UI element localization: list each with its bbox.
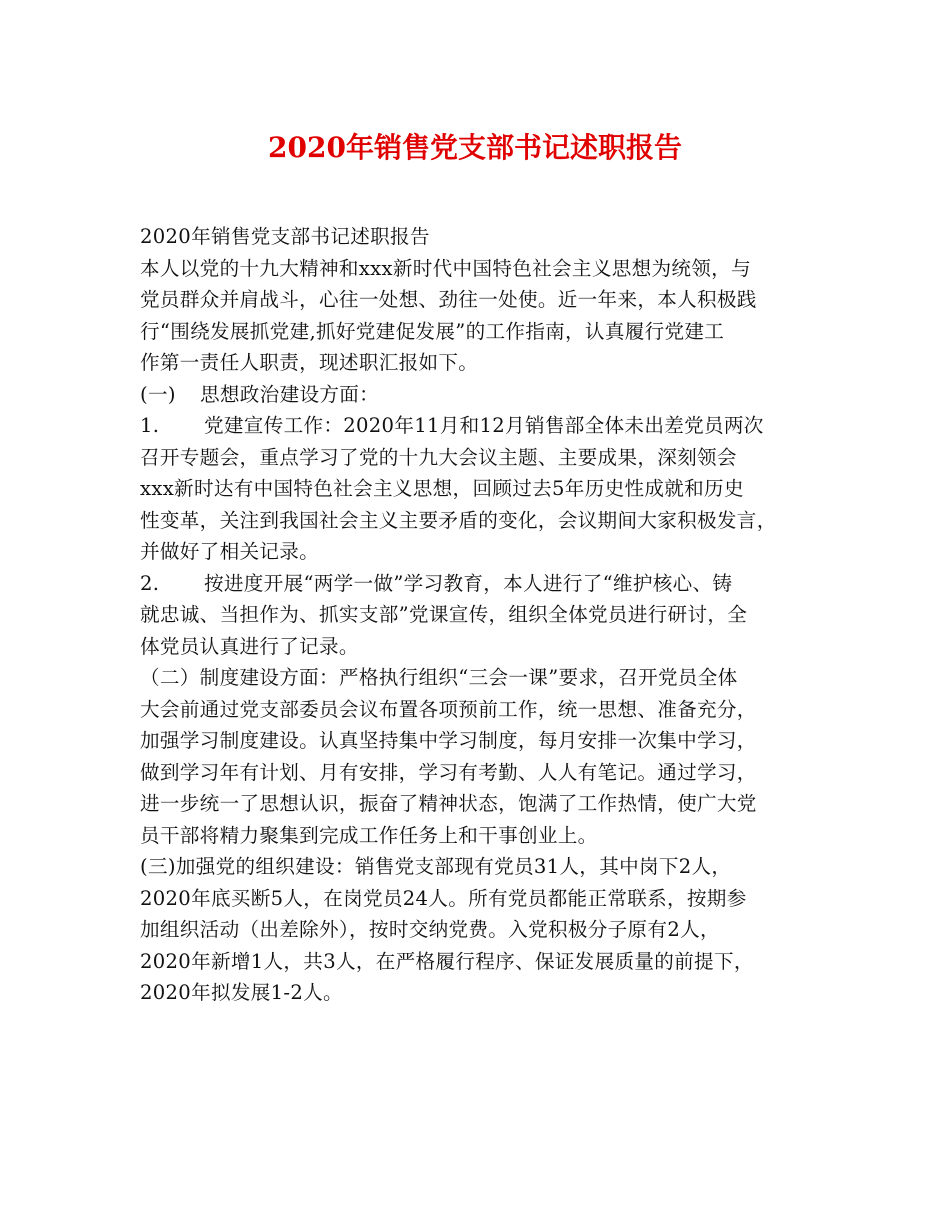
line-text: 就忠诚、当担作为、抓实支部”党课宣传，组织全体党员进行研讨，全: [140, 603, 748, 626]
line-text: 党员群众并肩战斗，心往一处想、劲往一处使。近一年来，本人积极践: [140, 288, 757, 311]
line-text: 进一步统一了思想认识，振奋了精神状态，饱满了工作热情，使广大党: [140, 792, 757, 815]
line-text: 行“围绕发展抓党建,抓好党建促发展”的工作指南，认真履行党建工: [140, 319, 725, 343]
line-text: 体党员认真进行了记录。: [140, 634, 359, 658]
line-text: (三)加强党的组织建设：销售党支部现有党员31人，其中岗下2人，: [140, 855, 732, 878]
line-text: 本人以党的十九大精神和xxx新时代中国特色社会主义思想为统领，与: [140, 256, 751, 280]
body-line: [140, 757, 820, 789]
body-line: [140, 347, 820, 379]
document-title: 2020年销售党支部书记述职报告: [268, 131, 682, 164]
line-text: 党建宣传工作：2020年11月和12月销售部全体未出差党员两次: [204, 414, 764, 437]
line-text: 性变革，关注到我国社会主义主要矛盾的变化，会议期间大家积极发言，: [140, 508, 777, 532]
document-body: [140, 221, 820, 1009]
list-item-1: [140, 410, 820, 442]
section-heading-3: [140, 851, 820, 883]
body-line: [140, 442, 820, 474]
line-text: 2020年新增1人，共3人，在严格履行程序、保证发展质量的前提下，: [140, 949, 754, 973]
list-item-2: [140, 568, 820, 600]
line-text: （二）制度建设方面：严格执行组织“三会一课”要求，召开党员全体: [140, 666, 738, 689]
body-line: [140, 883, 820, 915]
body-line: [140, 505, 820, 537]
list-number: 1.: [140, 414, 160, 437]
body-line: [140, 284, 820, 316]
body-line: [140, 253, 820, 285]
body-line: [140, 725, 820, 757]
body-line: [140, 977, 820, 1009]
line-text: 做到学习年有计划、月有安排，学习有考勤、人人有笔记。通过学习，: [140, 760, 757, 784]
body-line: [140, 946, 820, 978]
line-text: 并做好了相关记录。: [140, 540, 320, 563]
line-text: 作第一责任人职责，现述职汇报如下。: [140, 351, 479, 374]
line-text: 加强学习制度建设。认真坚持集中学习制度，每月安排一次集中学习，: [140, 729, 757, 752]
body-line: [140, 536, 820, 568]
line-text: 召开专题会，重点学习了党的十九大会议主题、主要成果，深刻领会: [140, 445, 737, 469]
line-text: 大会前通过党支部委员会议布置各项预前工作，统一思想、准备充分，: [140, 697, 757, 721]
list-number: 2.: [140, 571, 160, 595]
body-line: [140, 788, 820, 820]
line-text: 按进度开展“两学一做”学习教育，本人进行了“维护核心、铸: [204, 571, 733, 595]
body-line: [140, 914, 820, 946]
body-line: [140, 599, 820, 631]
line-text: 加组织活动（出差除外），按时交纳党费。入党积极分子原有2人，: [140, 918, 720, 941]
body-line: [140, 473, 820, 505]
line-text: 思想政治建设方面：: [200, 382, 380, 406]
body-line: [140, 316, 820, 348]
line-text: 员干部将精力聚集到完成工作任务上和干事创业上。: [140, 823, 598, 847]
section-heading-1: [140, 379, 820, 411]
body-line: [140, 221, 820, 253]
line-text: 2020年销售党支部书记述职报告: [140, 225, 430, 248]
body-line: [140, 694, 820, 726]
body-line: [140, 631, 820, 663]
section-number: (一): [140, 382, 176, 406]
body-line: [140, 820, 820, 852]
line-text: xxx新时达有中国特色社会主义思想，回顾过去5年历史性成就和历史: [140, 477, 744, 500]
section-heading-2: [140, 662, 820, 694]
line-text: 2020年拟发展1-2人。: [140, 981, 343, 1004]
line-text: 2020年底买断5人，在岗党员24人。所有党员都能正常联系，按期参: [140, 886, 747, 910]
